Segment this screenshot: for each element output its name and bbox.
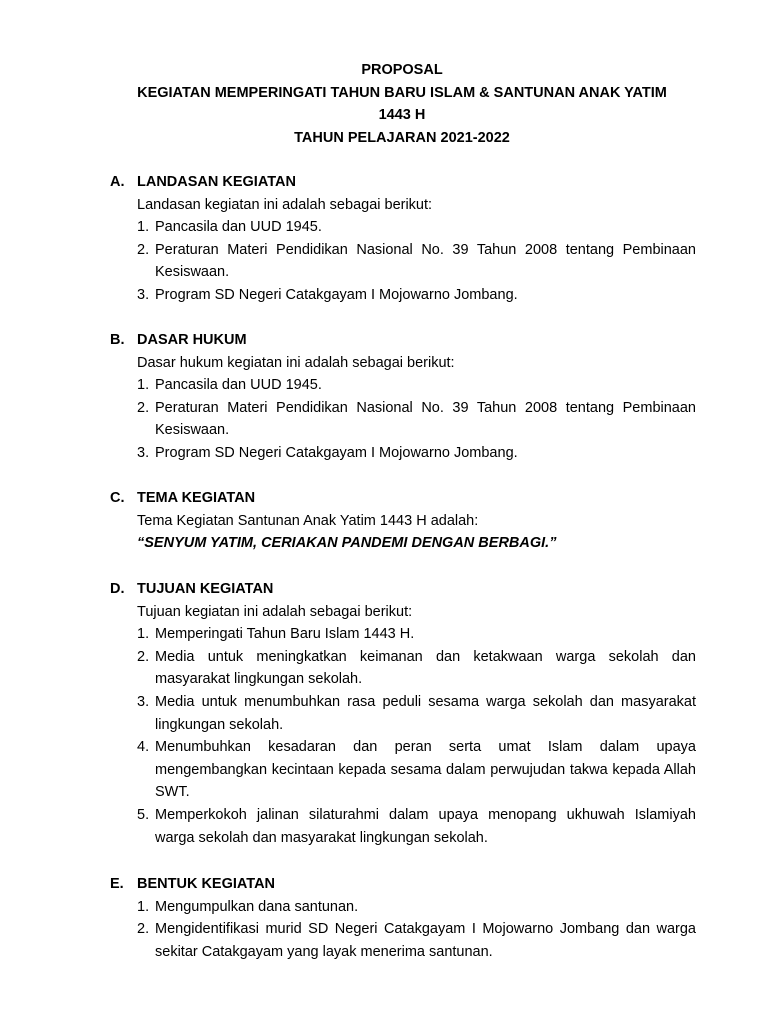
section-bentuk [110, 873, 696, 963]
section-letter: B. [110, 332, 125, 348]
item-list [137, 374, 696, 464]
item-text: Memperingati Tahun Baru Islam 1443 H. [155, 626, 415, 643]
item-text: Program SD Negeri Catakgayam I Mojowarno Jombang. [155, 444, 518, 461]
list-item [137, 691, 696, 736]
section-letter: D. [110, 581, 125, 597]
item-text: Peraturan Materi Pendidikan Nasional No. 39 Tahun 2008 tentang Pembinaan Kesiswaan. [155, 241, 696, 281]
item-text: Peraturan Materi Pendidikan Nasional No. 39 Tahun 2008 tentang Pembinaan Kesiswaan. [155, 399, 696, 439]
item-number: 2. [137, 241, 150, 258]
section-title: BENTUK KEGIATAN [137, 876, 276, 892]
section-title: DASAR HUKUM [137, 332, 247, 348]
theme-quote: “SENYUM YATIM, CERIAKAN PANDEMI DENGAN BERBAGI.” [137, 535, 557, 552]
item-number: 3. [137, 444, 150, 461]
section-letter: C. [110, 490, 125, 506]
item-text: Media untuk meningkatkan keimanan dan ketakwaan warga sekolah dan masyarakat lingkungan sekolah. [155, 648, 696, 688]
section-heading [110, 873, 696, 896]
item-number: 1. [137, 898, 150, 915]
list-item [137, 397, 696, 442]
item-list [137, 623, 696, 849]
title-block [0, 59, 768, 149]
item-text: Pancasila dan UUD 1945. [155, 377, 322, 394]
title-activity: KEGIATAN MEMPERINGATI TAHUN BARU ISLAM & SANTUNAN ANAK YATIM [137, 84, 667, 101]
list-item [137, 918, 696, 963]
item-number: 1. [137, 626, 150, 643]
item-number: 3. [137, 286, 150, 303]
section-landasan [110, 171, 696, 307]
section-intro: Landasan kegiatan ini adalah sebagai berikut: [137, 196, 433, 213]
item-text: Pancasila dan UUD 1945. [155, 219, 322, 236]
title-year-hijri: 1443 H [378, 107, 426, 124]
section-heading [110, 487, 696, 510]
section-title: LANDASAN KEGIATAN [137, 174, 296, 190]
item-list [137, 896, 696, 964]
section-tema [110, 487, 696, 555]
section-letter: E. [110, 876, 124, 892]
item-number: 2. [137, 921, 150, 938]
list-item [137, 623, 696, 646]
list-item [137, 646, 696, 691]
item-text: Memperkokoh jalinan silaturahmi dalam upaya menopang ukhuwah Islamiyah warga sekolah dan masyarakat lingkungan sekolah. [155, 806, 696, 846]
section-intro: Dasar hukum kegiatan ini adalah sebagai berikut: [137, 354, 455, 371]
section-title: TEMA KEGIATAN [137, 490, 256, 506]
list-item [137, 284, 696, 307]
item-number: 5. [137, 806, 150, 823]
section-intro: Tema Kegiatan Santunan Anak Yatim 1443 H adalah: [137, 512, 479, 529]
list-item [137, 374, 696, 397]
item-number: 2. [137, 399, 150, 416]
section-letter: A. [110, 174, 125, 190]
item-text: Media untuk menumbuhkan rasa peduli sesama warga sekolah dan masyarakat lingkungan sekolah. [155, 693, 696, 733]
item-number: 2. [137, 648, 150, 665]
item-number: 3. [137, 693, 150, 710]
section-heading [110, 329, 696, 352]
list-item [137, 216, 696, 239]
section-intro: Tujuan kegiatan ini adalah sebagai berikut: [137, 603, 413, 620]
section-heading [110, 171, 696, 194]
item-number: 4. [137, 739, 150, 756]
section-dasar-hukum [110, 329, 696, 465]
title-proposal: PROPOSAL [361, 62, 443, 78]
title-school-year: TAHUN PELAJARAN 2021-2022 [294, 129, 510, 146]
item-text: Mengidentifikasi murid SD Negeri Catakgayam I Mojowarno Jombang dan warga sekitar Catakgayam yang layak menerima santunan. [155, 921, 696, 960]
item-number: 1. [137, 219, 150, 236]
item-list [137, 216, 696, 306]
item-text: Menumbuhkan kesadaran dan peran serta umat Islam dalam upaya mengembangkan kecintaan kepada sesama dalam perwujudan takwa kepada Allah SWT. [155, 739, 696, 801]
list-item [137, 442, 696, 465]
list-item [137, 736, 696, 804]
section-title: TUJUAN KEGIATAN [137, 581, 274, 597]
list-item [137, 804, 696, 849]
list-item [137, 896, 696, 919]
item-text: Program SD Negeri Catakgayam I Mojowarno Jombang. [155, 286, 518, 303]
list-item [137, 239, 696, 284]
section-heading [110, 578, 696, 601]
item-number: 1. [137, 377, 150, 394]
item-text: Mengumpulkan dana santunan. [155, 898, 359, 915]
section-tujuan [110, 578, 696, 849]
